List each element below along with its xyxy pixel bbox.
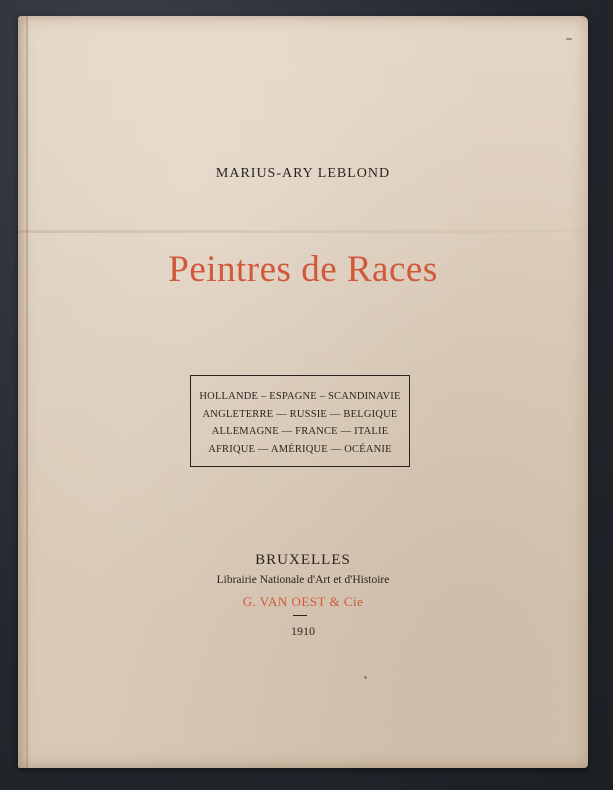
library-name: Librairie Nationale d'Art et d'Histoire [216, 574, 390, 586]
author-name: MARIUS-ARY LEBLOND [215, 166, 391, 181]
book-title: Peintres de Races [168, 249, 438, 290]
countries-line-1: HOLLANDE – ESPAGNE – SCANDINAVIE [199, 391, 401, 402]
paper-speck [566, 38, 572, 40]
countries-line-3: ALLEMAGNE — FRANCE — ITALIE [211, 426, 389, 437]
publication-city: BRUXELLES [255, 552, 351, 568]
countries-line-4: AFRIQUE — AMÉRIQUE — OCÉANIE [208, 443, 392, 455]
paper-speck [364, 676, 367, 679]
book-cover [18, 16, 588, 768]
divider-rule [293, 615, 307, 616]
countries-frame [190, 375, 410, 467]
publication-year: 1910 [291, 624, 315, 638]
countries-line-2: ANGLETERRE — RUSSIE — BELGIQUE [202, 408, 398, 420]
publisher-name: G. VAN OEST & Cie [242, 594, 364, 609]
